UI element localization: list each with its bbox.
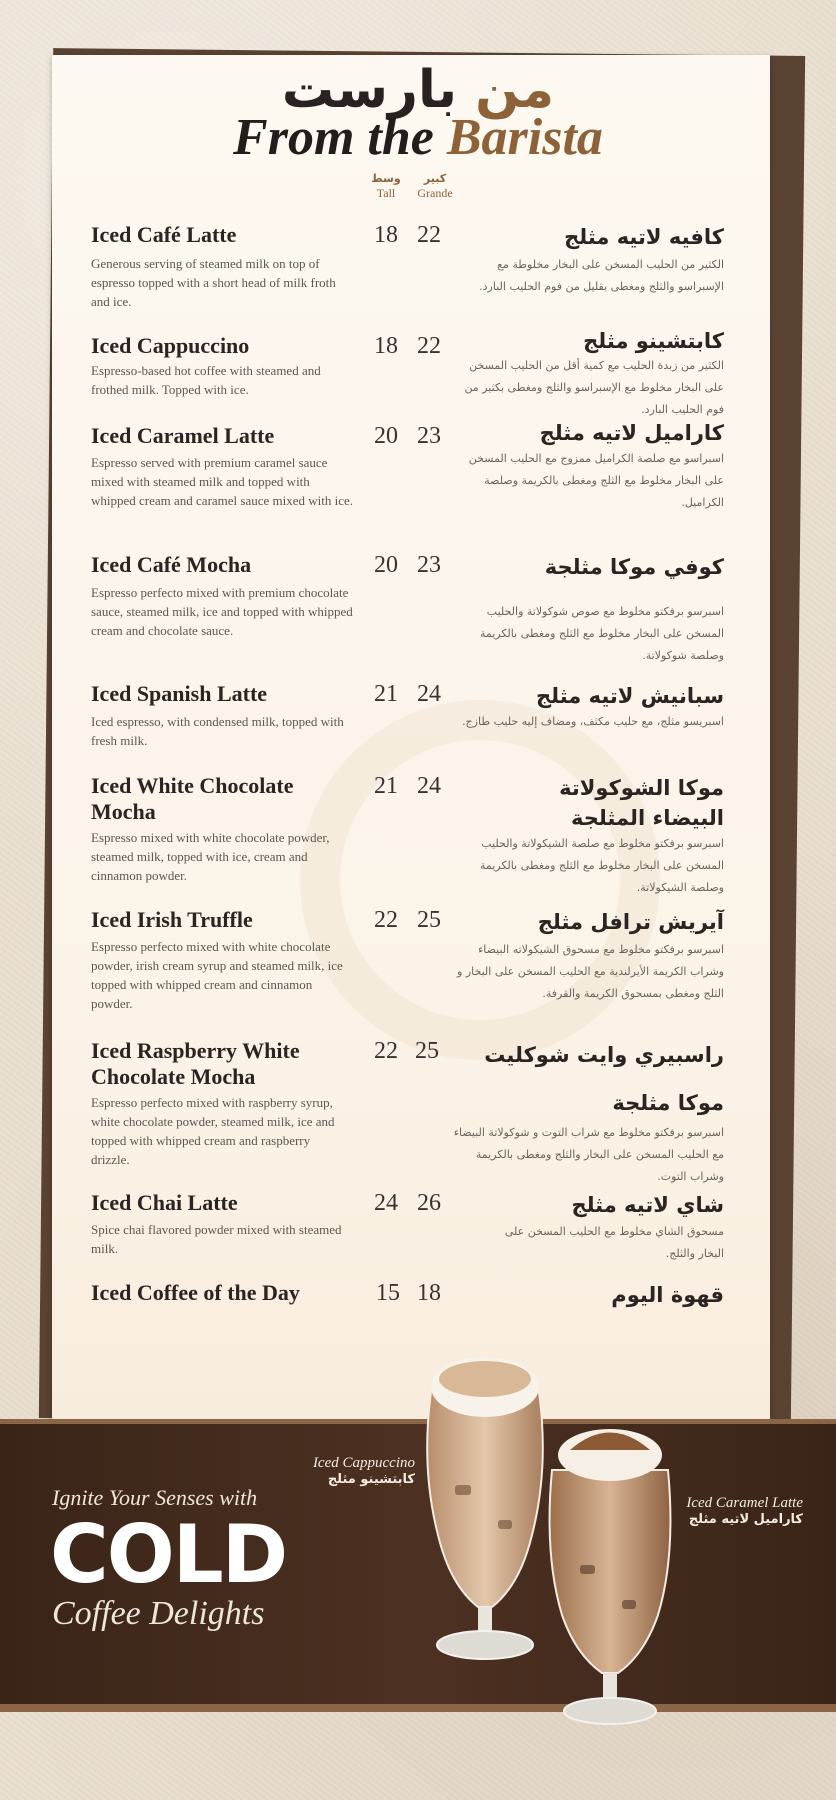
item-name-ar: كابتشينو مثلج xyxy=(583,329,724,353)
glass-label-cappuccino xyxy=(270,1455,415,1487)
item-name-en: Iced Spanish Latte xyxy=(91,681,268,706)
item-name-en: Iced Café Latte xyxy=(91,222,237,247)
column-head-grande-en: Grande xyxy=(417,186,453,200)
price-grande: 26 xyxy=(417,1190,441,1216)
price-tall: 20 xyxy=(374,423,398,449)
title-english-main: From the xyxy=(233,109,434,166)
item-desc-en: Espresso perfecto mixed with raspberry syrup, white chocolate powder, steamed milk, ice and topped with whipped cream and raspberry drizzle. xyxy=(91,1095,335,1167)
glass-label-cappuccino-ar: كابتشينو مثلج xyxy=(327,1472,415,1487)
item-desc-en: Generous serving of steamed milk on top of espresso topped with a short head of milk froth and ice. xyxy=(91,256,336,309)
item-name-en: Iced Raspberry White Chocolate Mocha xyxy=(91,1038,300,1089)
promo-headline: COLD xyxy=(50,1508,287,1601)
item-desc-ar: الكثير من الحليب المسخن على البخار مخلوطة مع الإسبراسو والثلج ومغطى بقليل من فوم الحليب البارد. xyxy=(479,258,724,293)
price-tall: 21 xyxy=(374,773,398,799)
glass-label-caramel-en: Iced Caramel Latte xyxy=(686,1495,803,1511)
column-head-tall-ar: وسط xyxy=(371,172,401,185)
item-name-en: Iced White Chocolate Mocha xyxy=(91,773,294,824)
item-name-ar: كافيه لاتيه مثلج xyxy=(564,225,724,249)
item-name-en: Iced Caramel Latte xyxy=(91,423,275,448)
title-arabic-accent: من xyxy=(475,60,555,120)
price-tall: 15 xyxy=(376,1280,400,1306)
price-grande: 25 xyxy=(417,907,441,933)
item-name-en: Iced Chai Latte xyxy=(91,1190,238,1215)
item-name-ar: كوفي موكا مثلجة xyxy=(544,555,724,579)
item-desc-en: Espresso perfecto mixed with white chocolate powder, irish cream syrup and steamed milk, ice topped with whipped cream and cinnamon powder. xyxy=(91,939,343,1011)
column-head-grande-ar: كبير xyxy=(423,172,447,185)
price-tall: 21 xyxy=(374,681,398,707)
promo-tagline: Ignite Your Senses with xyxy=(52,1485,258,1510)
column-head-tall-en: Tall xyxy=(376,186,396,200)
item-desc-ar: اسبرسو برفكتو مخلوط مع شراب التوت و شوكولاتة البيضاء مع الحليب المسخن على البخار والثلج ومغطى بالكريمة وشراب التوت. xyxy=(453,1126,724,1183)
price-grande: 18 xyxy=(417,1280,441,1306)
item-name-ar: سبانيش لاتيه مثلج xyxy=(536,684,724,708)
item-name-ar: راسبيري وايت شوكليت موكا مثلجة xyxy=(484,1043,724,1115)
item-name-en: Iced Café Mocha xyxy=(91,552,252,577)
column-head-grande xyxy=(405,172,465,200)
price-tall: 20 xyxy=(374,552,398,578)
item-desc-ar: مسحوق الشاي مخلوط مع الحليب المسخن على البخار والثلج. xyxy=(504,1225,724,1260)
price-grande: 24 xyxy=(417,773,441,799)
item-desc-ar: اسبريسو مثلج، مع حليب مكثف، ومضاف إليه حليب طازج. xyxy=(462,715,724,728)
item-desc-en: Spice chai flavored powder mixed with steamed milk. xyxy=(91,1222,342,1256)
item-desc-ar: اسبراسو مع صلصة الكراميل ممزوج مع الحليب المسخن على البخار مخلوط مع الثلج ومغطى بالكريمة وصلصة الكراميل. xyxy=(468,452,724,509)
item-desc-ar: اسبرسو برفكتو مخلوط مع صوص شوكولاتة والحليب المسخن على البخار مخلوط مع الثلج ومغطى بالكريمة وصلصة شوكولاتة. xyxy=(479,605,724,662)
price-grande: 25 xyxy=(415,1038,439,1064)
item-name-ar: آيريش ترافل مثلج xyxy=(537,910,724,934)
item-desc-ar: اسبرسو برفكتو مخلوط مع مسحوق الشيكولاته البيضاء وشراب الكريمة الأيرلندية مع الحليب المسخن على البخار و الثلج ومغطى بمسحوق الكريمة والقرفة. xyxy=(457,943,724,1000)
item-desc-ar: الكثير من زبدة الحليب مع كمية أقل من الحليب المسخن على البخار مخلوط مع الإسبراسو والثلج ومغطى بكثير من فوم الحليب البارد. xyxy=(464,359,724,416)
price-tall: 18 xyxy=(374,222,398,248)
price-tall: 22 xyxy=(374,1038,398,1064)
iced-caramel-latte-glass-image xyxy=(540,1415,680,1735)
item-name-ar: موكا الشوكولاتة البيضاء المثلجة xyxy=(559,776,724,830)
promo-subline: Coffee Delights xyxy=(52,1595,265,1632)
price-tall: 22 xyxy=(374,907,398,933)
item-name-en: Iced Coffee of the Day xyxy=(91,1280,300,1305)
price-grande: 23 xyxy=(417,552,441,578)
price-tall: 18 xyxy=(374,333,398,359)
title-english xyxy=(0,108,836,168)
item-name-ar: شاي لاتيه مثلج xyxy=(571,1193,724,1217)
item-desc-en: Espresso-based hot coffee with steamed and frothed milk. Topped with ice. xyxy=(91,363,321,397)
glass-label-caramel-ar: كاراميل لاتيه مثلج xyxy=(688,1512,803,1527)
item-desc-en: Espresso served with premium caramel sauce mixed with steamed milk and topped with whipped cream and caramel sauce mixed with ice. xyxy=(91,455,354,508)
price-grande: 23 xyxy=(417,423,441,449)
item-name-en: Iced Irish Truffle xyxy=(91,907,253,932)
item-desc-en: Espresso mixed with white chocolate powder, steamed milk, topped with ice, cream and cinnamon powder. xyxy=(91,830,330,883)
item-desc-en: Espresso perfecto mixed with premium chocolate sauce, steamed milk, ice and topped with whipped cream and chocolate sauce. xyxy=(91,585,353,638)
iced-cappuccino-glass-image xyxy=(410,1345,560,1675)
price-grande: 22 xyxy=(417,333,441,359)
item-name-ar: قهوة اليوم xyxy=(611,1283,724,1307)
item-name-ar: كاراميل لاتيه مثلج xyxy=(539,421,724,445)
item-desc-ar: اسبرسو برفكتو مخلوط مع صلصة الشيكولاتة والحليب المسخن على البخار مخلوط مع الثلج ومغطى بالكريمة وصلصة الشيكولاتة. xyxy=(479,837,724,894)
title-english-accent: Barista xyxy=(446,109,603,166)
price-grande: 22 xyxy=(417,222,441,248)
item-name-en: Iced Cappuccino xyxy=(91,333,250,358)
glass-label-cappuccino-en: Iced Cappuccino xyxy=(312,1455,415,1471)
title-arabic-main: بارست xyxy=(281,60,458,120)
item-desc-en: Iced espresso, with condensed milk, topped with fresh milk. xyxy=(91,714,344,748)
price-tall: 24 xyxy=(374,1190,398,1216)
price-grande: 24 xyxy=(417,681,441,707)
